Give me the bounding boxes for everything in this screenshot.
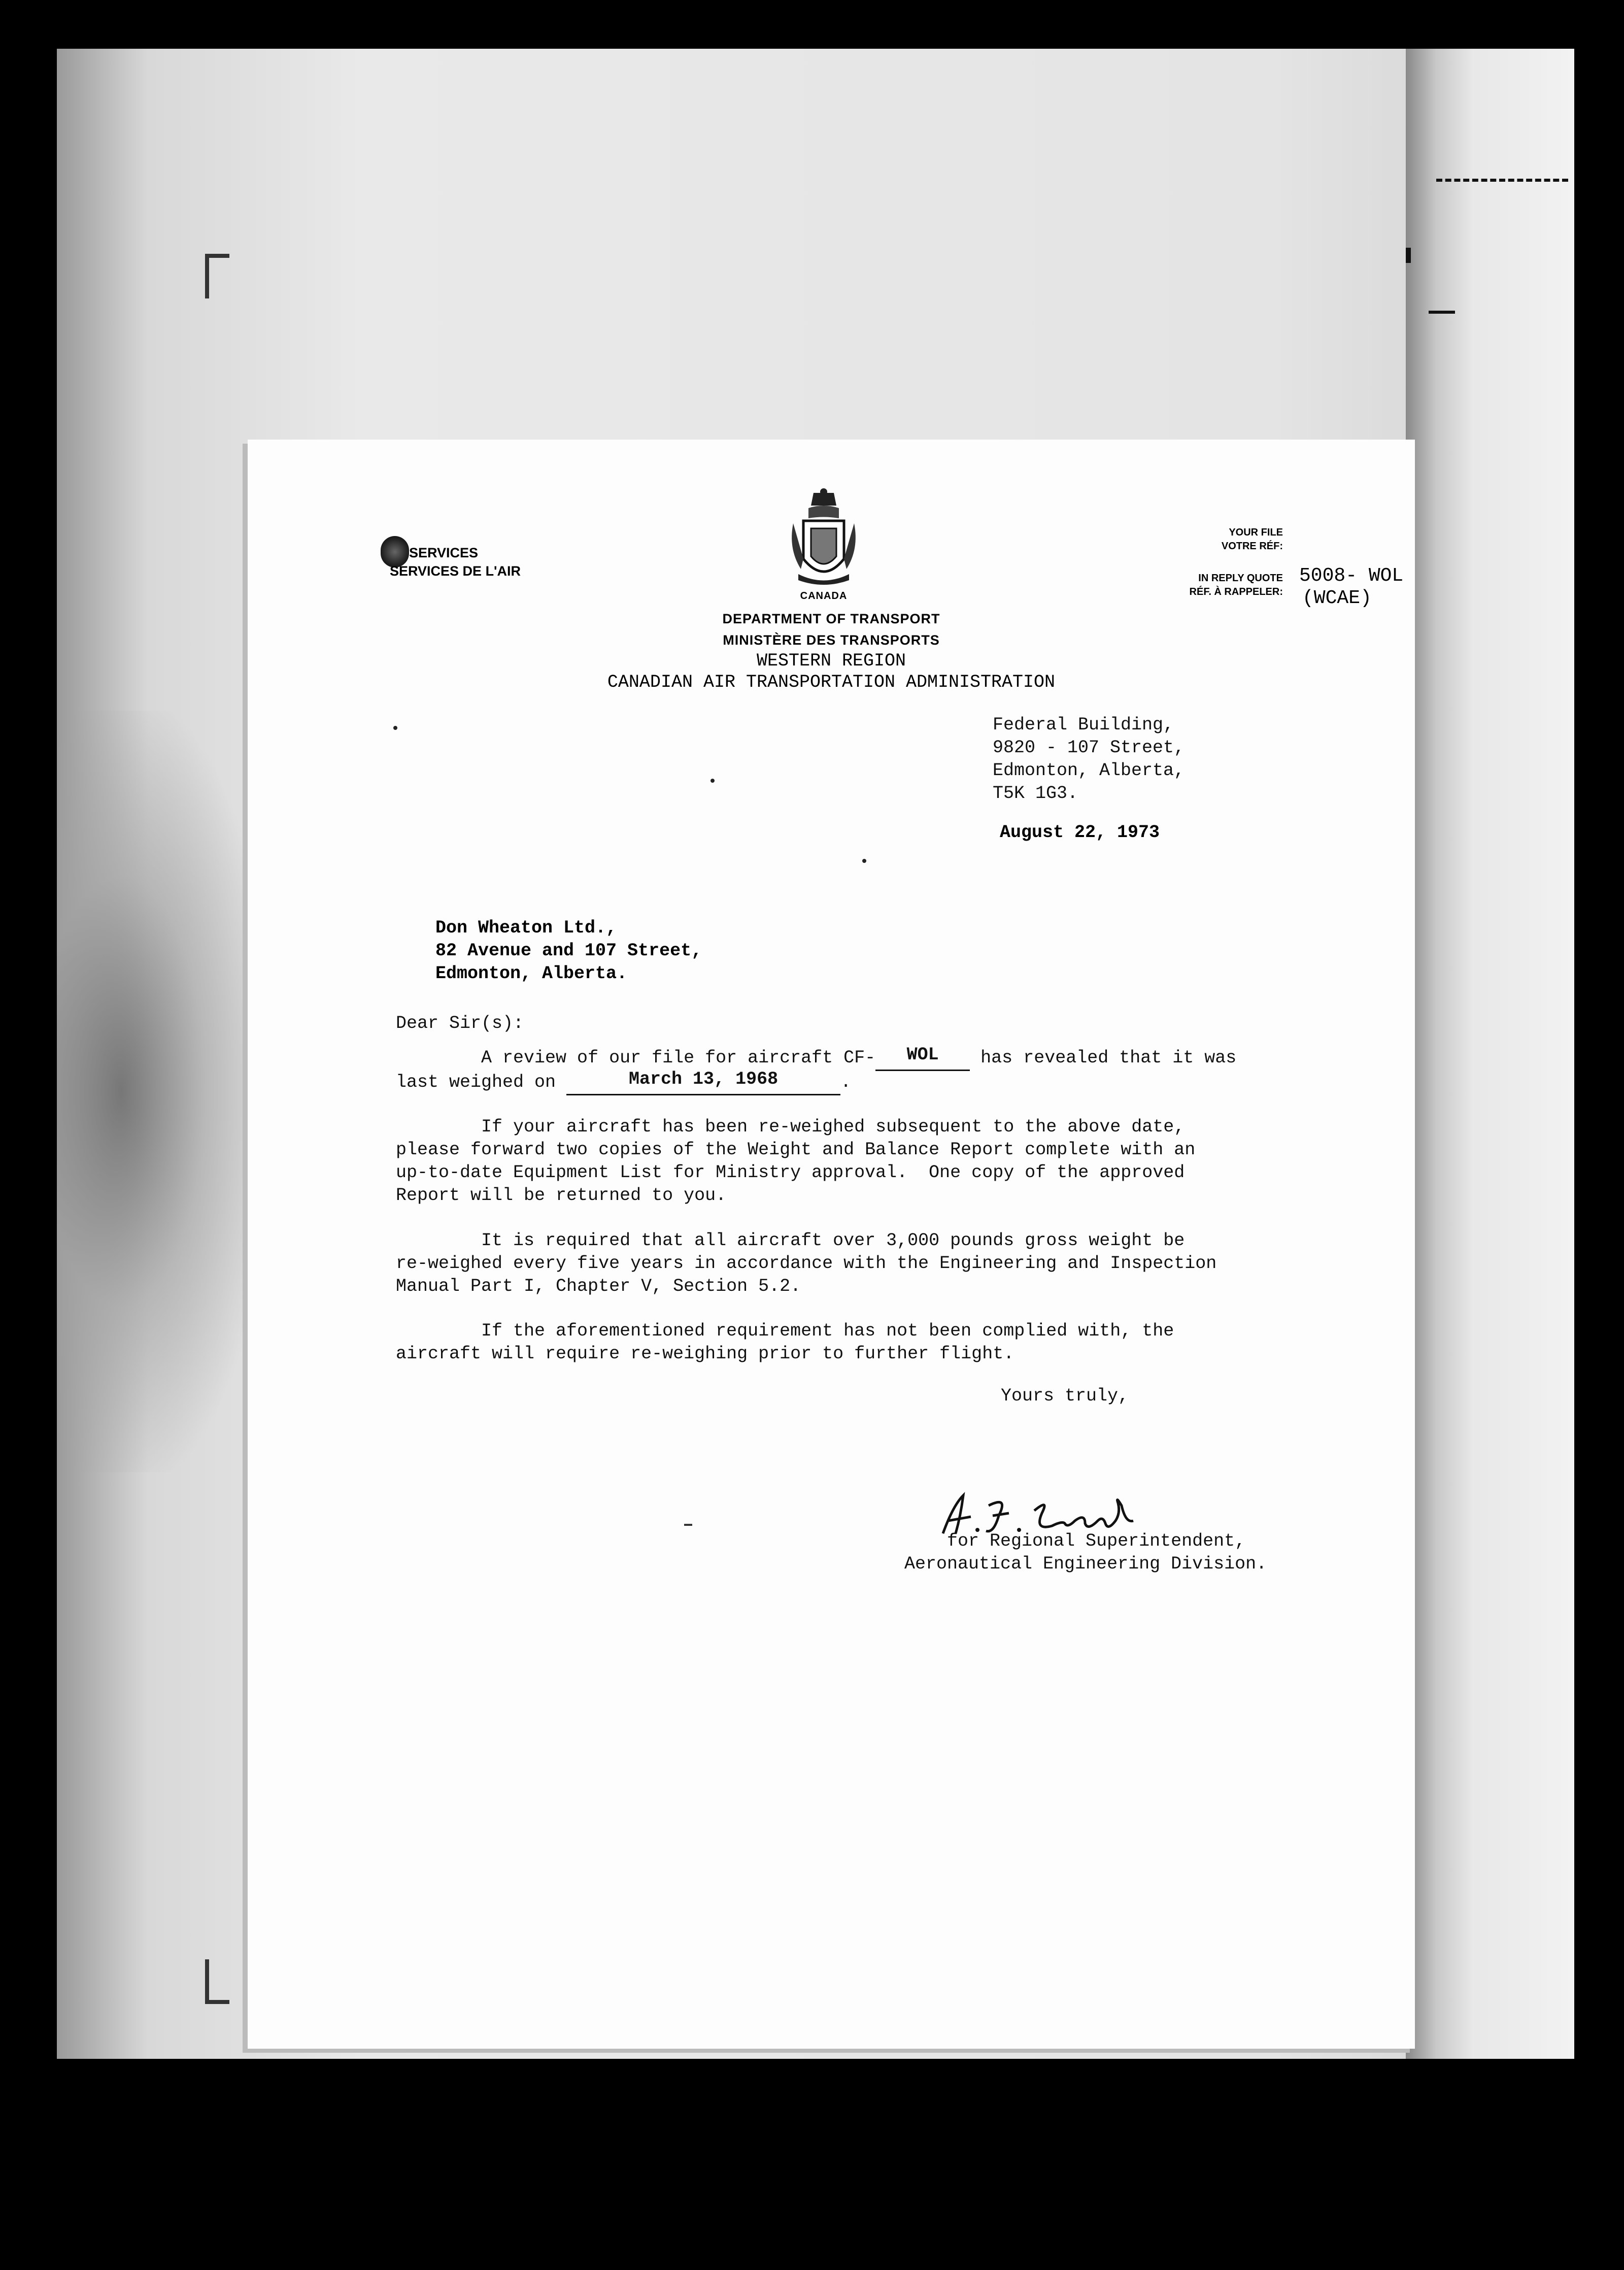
crop-mark-bottom-left [205,1959,229,2004]
sender-address: Federal Building, 9820 - 107 Street, Edmonton, Alberta, T5K 1G3. [993,715,1185,804]
crest-caption: CANADA [800,590,848,602]
reply-quote-value: 5008- WOL [1299,565,1404,587]
letter-date: August 22, 1973 [1000,822,1160,843]
edge-tick-mark [1429,311,1455,314]
paper-mark [684,1524,692,1526]
air-services-heading: SERVICES SERVICES DE L'AIR [390,545,521,579]
your-file-label: YOUR FILE VOTRE RÉF: [1221,527,1283,552]
dashed-edge-line [1436,179,1568,182]
crop-mark-top-left [205,254,229,298]
edge-tick-mark [1406,248,1411,263]
salutation: Dear Sir(s): [396,1013,524,1033]
paper-speck [710,779,715,783]
backing-sheet-scuff [57,711,270,1472]
administration-name: CANADIAN AIR TRANSPORTATION ADMINISTRATION [607,672,1056,692]
closing: Yours truly, [1001,1386,1129,1406]
letter-page [248,440,1415,2049]
department-name-fr: MINISTÈRE DES TRANSPORTS [723,632,940,648]
last-weighed-blank: March 13, 1968 [566,1071,840,1095]
department-name-en: DEPARTMENT OF TRANSPORT [722,611,940,626]
paragraph-3: It is required that all aircraft over 3,000 pounds gross weight be re-weighed every five years in accordance with the Engineering and Inspection Manual Part I, Chapter V, Section 5.2. [396,1230,1217,1296]
recipient-address: Don Wheaton Ltd., 82 Avenue and 107 Street, Edmonton, Alberta. [435,918,702,984]
backing-sheet-right-edge [1406,49,1574,2059]
canada-coat-of-arms-icon [788,488,859,589]
reply-quote-label: IN REPLY QUOTE RÉF. À RAPPELER: [1189,573,1283,597]
paragraph-4: If the aforementioned requirement has not been complied with, the aircraft will require re-weighing prior to further flight. [396,1321,1174,1364]
region-name: WESTERN REGION [756,651,906,671]
paper-speck [862,859,866,863]
paper-speck [393,726,397,730]
aircraft-registration-blank: WOL [875,1047,970,1071]
reply-quote-sub-value: (WCAE) [1302,587,1372,609]
paragraph-1: A review of our file for aircraft CF- WOL has revealed that it was last weighed on March 13, 1968 . [396,1047,1236,1095]
paragraph-2: If your aircraft has been re-weighed subsequent to the above date, please forward two copies of the Weight and Balance Report complete with an up-to-date Equipment List for Ministry approval. One copy of the approved Report will be returned to you. [396,1117,1196,1206]
signature-block: for Regional Superintendent, Aeronautical Engineering Division. [904,1531,1267,1574]
